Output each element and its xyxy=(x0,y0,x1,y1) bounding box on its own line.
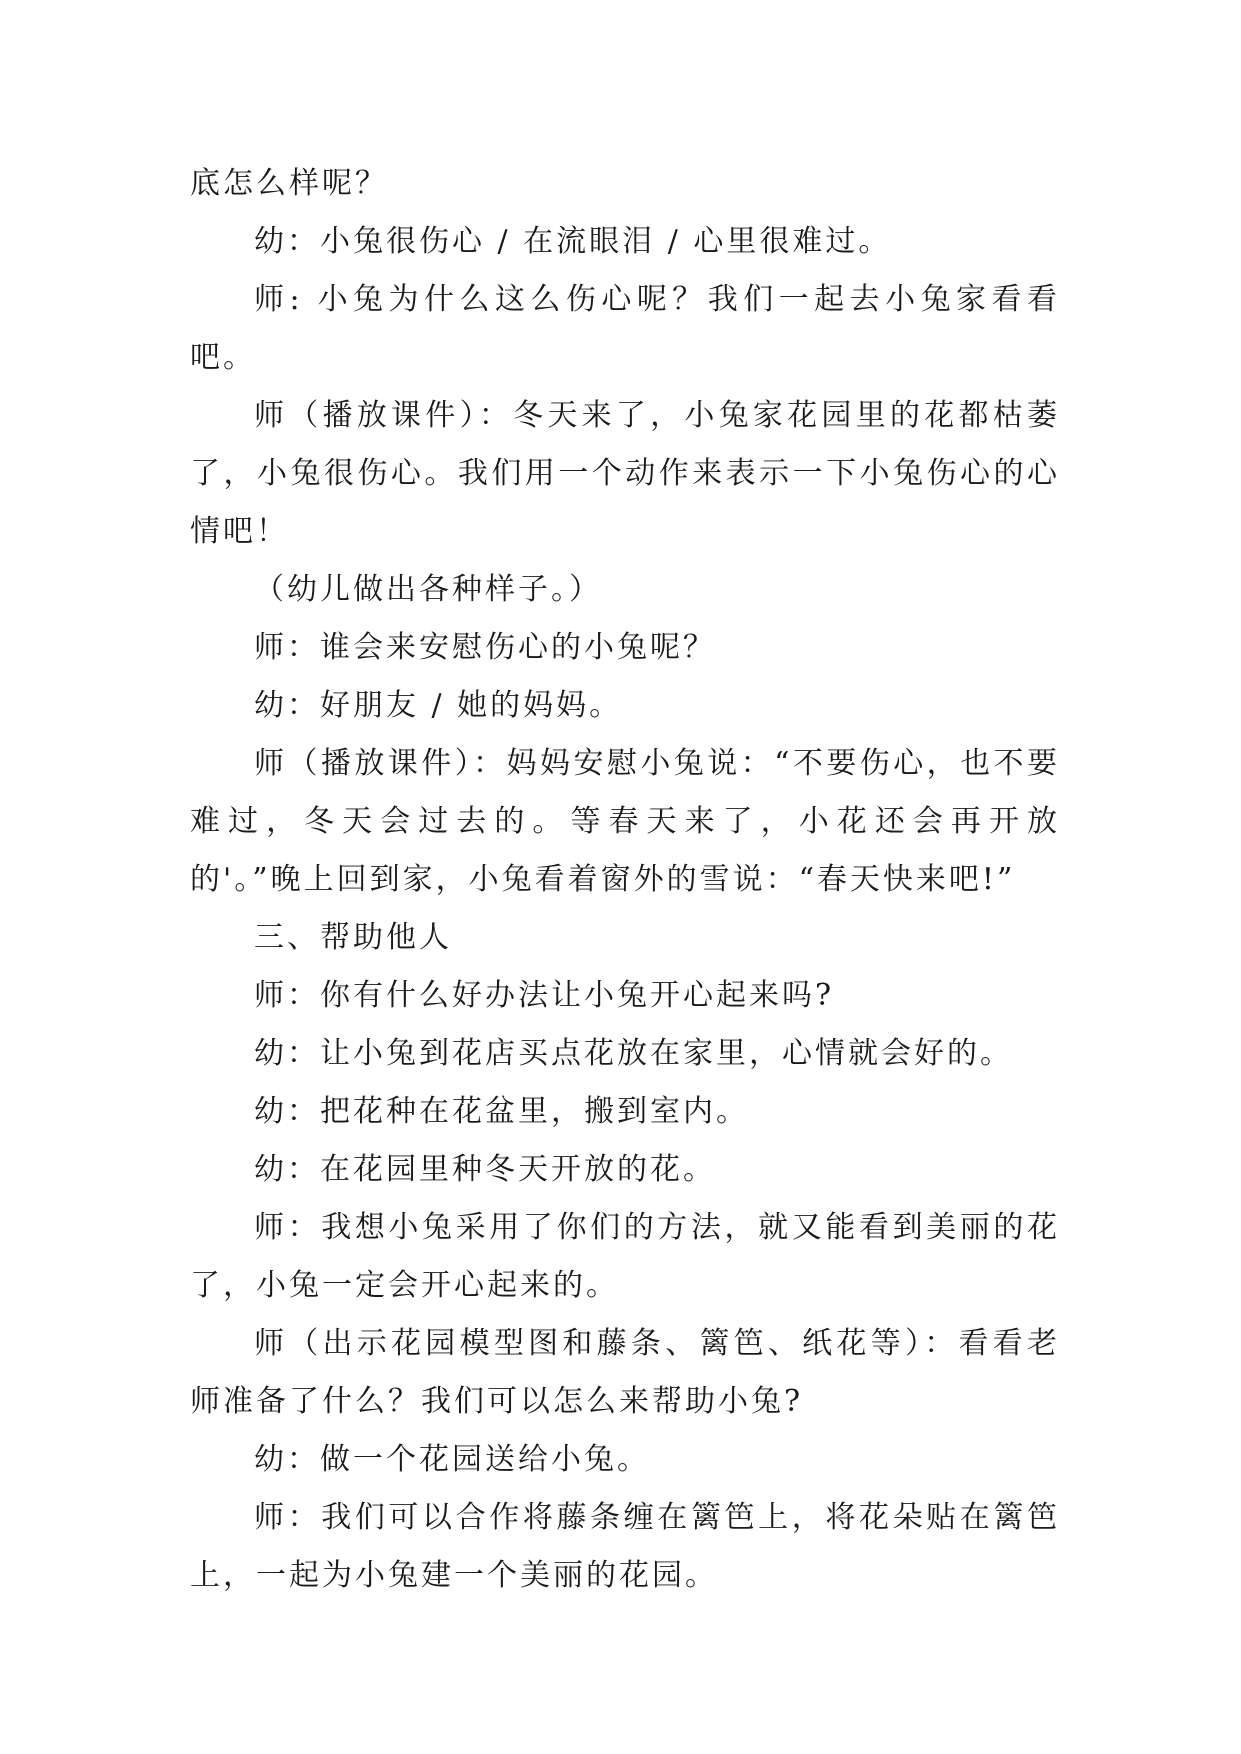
paragraph: 幼：好朋友 / 她的妈妈。 xyxy=(254,688,623,723)
paragraph: （幼儿做出各种样子。） xyxy=(254,572,602,607)
paragraph: 幼：小兔很伤心 / 在流眼泪 / 心里很难过。 xyxy=(254,224,892,259)
paragraph: 师：我们可以合作将藤条缠在篱笆上，将花朵贴在篱笆上，一起为小兔建一个美丽的花园。 xyxy=(190,1500,1060,1593)
paragraph: 幼：让小兔到花店买点花放在家里，心情就会好的。 xyxy=(254,1036,1013,1071)
document-body xyxy=(190,155,1060,1605)
paragraph: 师（出示花园模型图和藤条、篱笆、纸花等）：看看老师准备了什么？我们可以怎么来帮助小兔? xyxy=(190,1326,1060,1419)
paragraph: 幼：在花园里种冬天开放的花。 xyxy=(254,1152,716,1187)
paragraph: 师（播放课件）：妈妈安慰小兔说：“不要伤心，也不要难过，冬天会过去的。等春天来了，小花还会再开放的'。”晚上回到家，小兔看着窗外的雪说：“春天快来吧!” xyxy=(190,746,1060,897)
paragraph: 底怎么样呢？ xyxy=(190,166,388,201)
paragraph: 幼：把花种在花盆里，搬到室内。 xyxy=(254,1094,749,1129)
paragraph: 师（播放课件）：冬天来了，小兔家花园里的花都枯萎了，小兔很伤心。我们用一个动作来表示一下小兔伤心的心情吧！ xyxy=(190,398,1060,549)
paragraph: 师：你有什么好办法让小兔开心起来吗? xyxy=(254,978,835,1013)
paragraph: 师：谁会来安慰伤心的小兔呢？ xyxy=(254,630,716,665)
paragraph: 师: 小兔为什么这么伤心呢？我们一起去小兔家看看吧。 xyxy=(190,282,1060,375)
section-heading: 三、帮助他人 xyxy=(254,920,452,955)
paragraph: 幼：做一个花园送给小兔。 xyxy=(254,1442,650,1477)
paragraph: 师：我想小兔采用了你们的方法，就又能看到美丽的花了，小兔一定会开心起来的。 xyxy=(190,1210,1060,1303)
